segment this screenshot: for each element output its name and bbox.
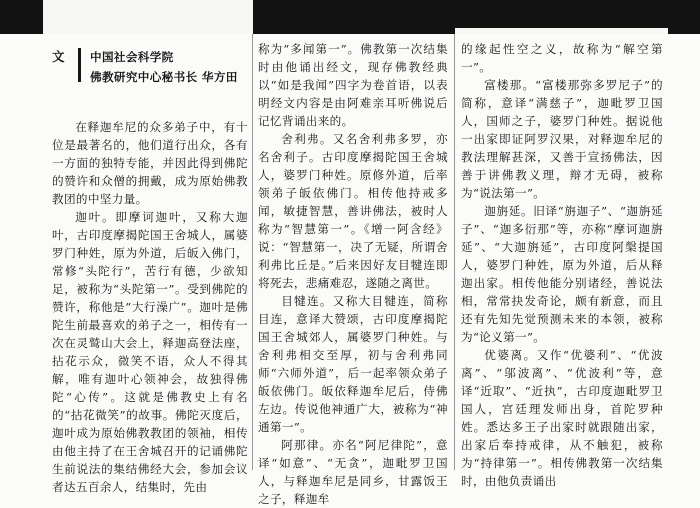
column-1 (52, 34, 248, 496)
paragraph-katyayana: 迦旃延。旧译“旃迦子”、“迦旃延子”、“迦多衍那”等，亦称“摩诃迦旃延”、“大迦旃延”，古印度阿槃提国人，婆罗门种姓，原为外道，后从释迦出家。相传他能分别诸经，善说法相，常常抉发奇论，颇有新意，而且还有先知先觉预测未来的本领，被称为“论义第一”。 (461, 204, 663, 344)
byline-divider (78, 48, 81, 82)
top-dark-band (0, 0, 700, 34)
paragraph-subhuti-continued: 的缘起性空之义，故称为“解空第一”。 (461, 42, 663, 74)
byline-organization: 中国社会科学院 (90, 50, 174, 64)
byline-label: 文 (52, 49, 65, 64)
paragraph-ananda-continued: 称为“多闻第一”。佛教第一次结集时由他诵出经文，现存佛教经典以“如是我闻”四字为卷首语，以表明经文内容是由阿难亲耳听佛说后记忆背诵出来的。 (258, 42, 448, 128)
paragraph-aniruddha: 阿那律。亦名“阿尼律陀”，意译“如意”、“无贪”，迦毗罗卫国人，与释迦牟尼是同乡，甘露饭王之子，释迦牟 (258, 438, 448, 506)
col3-header-gap (455, 28, 668, 34)
paragraph-kasyapa: 迦叶。即摩诃迦叶，又称大迦叶，古印度摩揭陀国王舍城人，属婆罗门种姓，原为外道，后皈入佛门，常修“头陀行”，苦行有德，少欲知足，被称为“头陀第一”。受到佛陀的赞许，称他是“大行澡广”。迦叶是佛陀生前最喜欢的弟子之一，相传有一次在灵鹫山大会上，释迦高登法座，拈花示众，微笑不语，众人不得其解，唯有迦叶心领神会，故独得佛陀“心传”。这就是佛教史上有名的“拈花微笑”的故事。佛陀灭度后，迦叶成为原始佛教教团的领袖，相传由他主持了在王舍城召开的记诵佛陀生前说法的集结佛经大会，参加会议者达五百余人，结集时，先由 (52, 210, 248, 494)
paragraph-upali: 优婆离。又作“优婆利”、“优波离”、“邬波离”、“优波利”等，意译“近取”、“近执”，古印度迦毗罗卫国人，宫廷理发师出身，首陀罗种姓。悉达多王子出家时就跟随出家，出家后奉持戒律，从不触犯，被称为“持律第一”。相传佛教第一次结集时，由他负责诵出 (461, 348, 663, 488)
byline (52, 40, 248, 92)
column-rule (454, 34, 455, 470)
paragraph-maudgalyayana: 目犍连。又称大目犍连，简称目连，意译大赞颂，古印度摩揭陀国王舍城郊人，属婆罗门种姓。与舍利弗相交至厚，初与舍利弗同师“六师外道”，后一起率领众弟子皈依佛门。皈依释迦牟尼后，侍佛左边。传说他神通广大，被称为“神通第一”。 (258, 294, 448, 434)
paragraph-intro: 在释迦牟尼的众多弟子中，有十位是最著名的，他们道行出众，各有一方面的独特专能，并因此得到佛陀的赞许和众僧的拥戴，成为原始佛教教团的中坚力量。 (52, 120, 248, 206)
column-2 (258, 40, 448, 508)
byline-author: 佛教研究中心秘书长 华方田 (90, 70, 238, 84)
column-3 (461, 40, 663, 490)
paragraph-sariputra: 舍利弗。又名舍利弗多罗，亦名舍利子。古印度摩揭陀国王舍城人，婆罗门种姓。原修外道，后率领弟子皈依佛门。相传他持戒多闻，敏捷智慧，善讲佛法，被时人称为“智慧第一”。《增一阿含经》说：“智慧第一，决了无疑，所谓舍利弗比丘是。”后来因好友目犍连即将死去，悲痛难忍，遂随之离世。 (258, 132, 448, 290)
col1-header-gap (43, 0, 253, 34)
column-rule (252, 34, 253, 470)
paragraph-purna: 富楼那。“富楼那弥多罗尼子”的简称，意译“满慈子”，迦毗罗卫国人，国师之子，婆罗门种姓。据说他一出家即证阿罗汉果，对释迦牟尼的教法理解甚深，又善于宣扬佛法，因善于讲佛教义理，辩才无碍，被称为“说法第一”。 (461, 78, 663, 200)
